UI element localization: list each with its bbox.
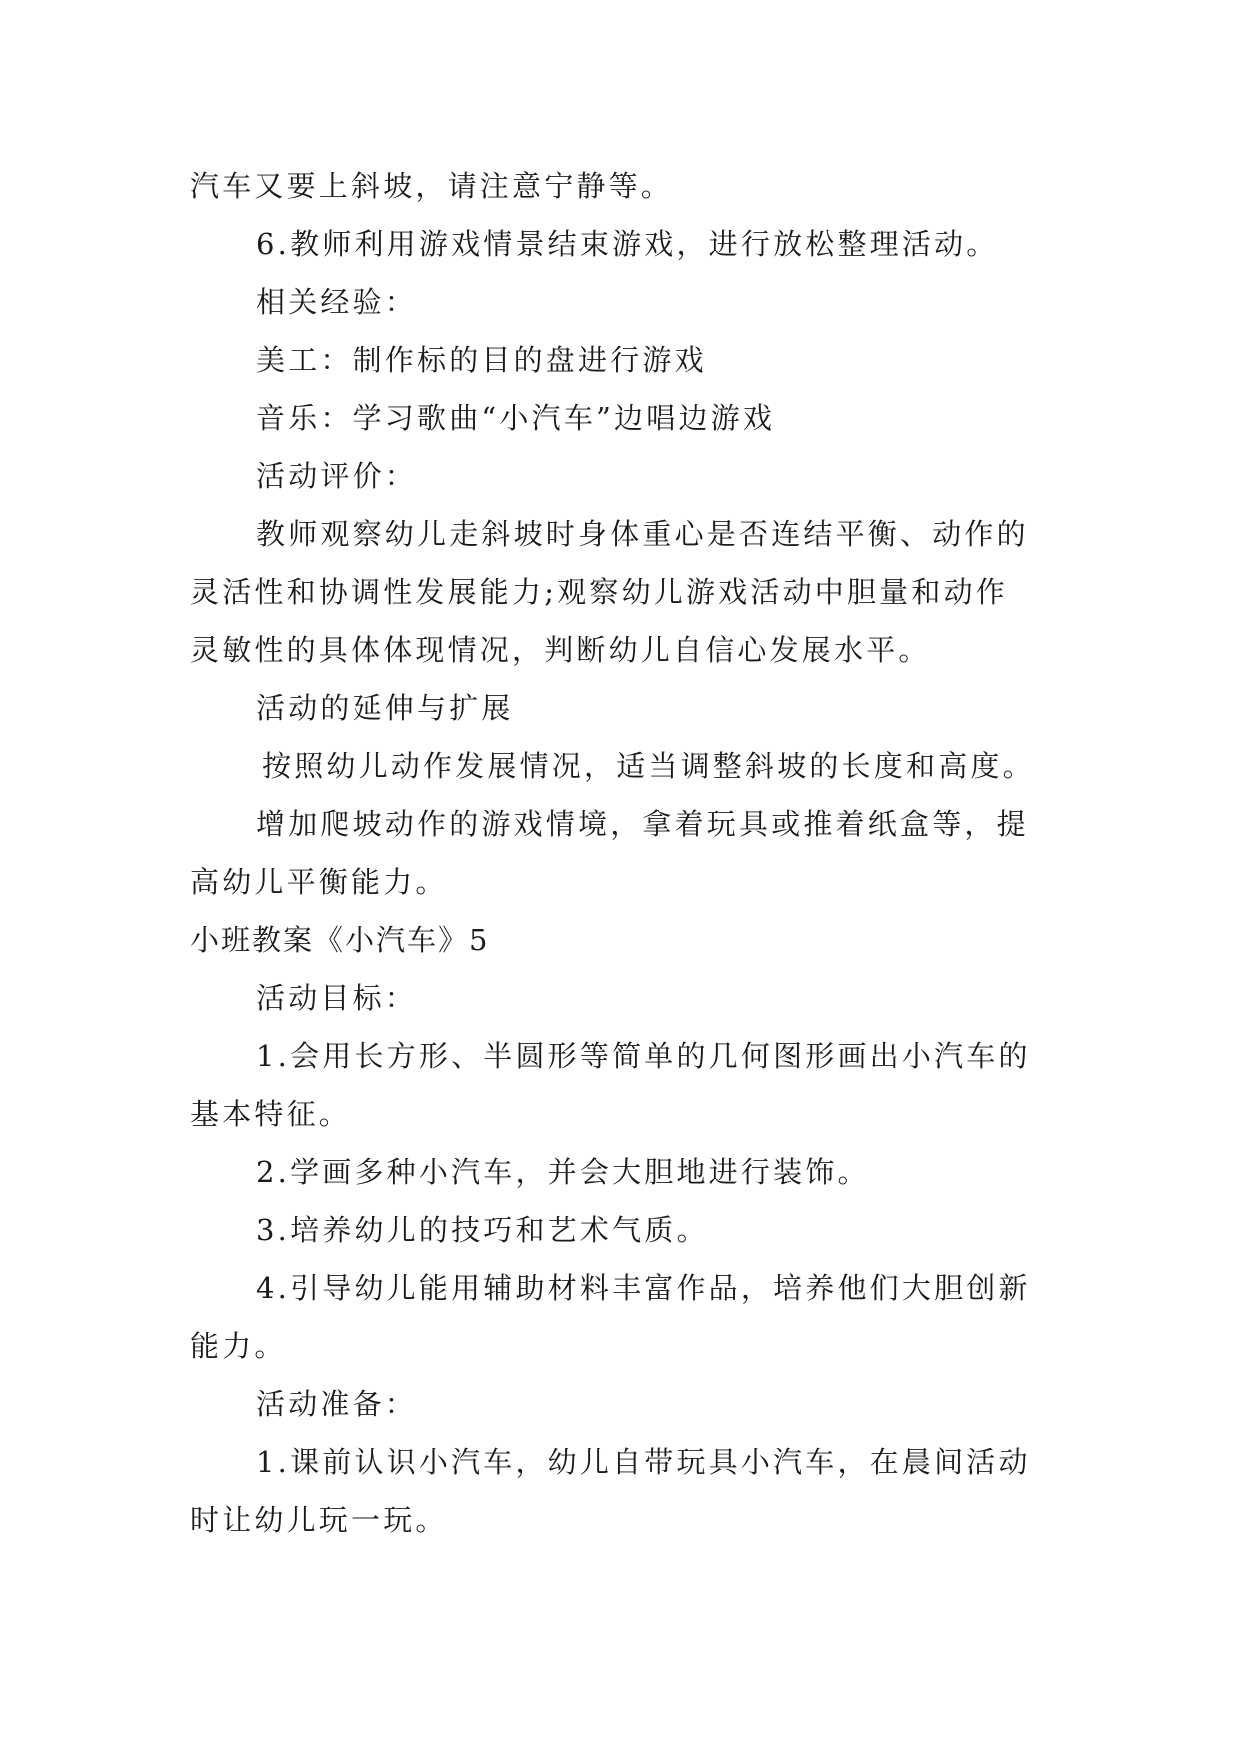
paragraph-line: 按照幼儿动作发展情况，适当调整斜坡的长度和高度。 — [262, 749, 1035, 783]
paragraph-line: 增加爬坡动作的游戏情境，拿着玩具或推着纸盒等，提 — [256, 807, 1029, 841]
list-item-continuation: 时让幼儿玩一玩。 — [190, 1503, 448, 1537]
paragraph-line: 汽车又要上斜坡，请注意宁静等。 — [190, 169, 674, 203]
section-heading: 相关经验： — [256, 285, 418, 319]
list-item-continuation: 基本特征。 — [190, 1097, 352, 1131]
list-item: 1.课前认识小汽车，幼儿自带玩具小汽车，在晨间活动 — [256, 1445, 1031, 1479]
section-heading: 活动准备： — [256, 1387, 418, 1421]
document-title: 小班教案《小汽车》5 — [190, 923, 490, 957]
paragraph-line: 灵敏性的具体体现情况，判断幼儿自信心发展水平。 — [190, 633, 931, 667]
list-item-continuation: 能力。 — [190, 1329, 287, 1363]
list-item: 4.引导幼儿能用辅助材料丰富作品，培养他们大胆创新 — [256, 1271, 1031, 1305]
paragraph-line: 教师观察幼儿走斜坡时身体重心是否连结平衡、动作的 — [256, 517, 1029, 551]
section-heading: 活动的延伸与扩展 — [256, 691, 514, 725]
paragraph-line: 高幼儿平衡能力。 — [190, 865, 448, 899]
paragraph-line: 美工：制作标的目的盘进行游戏 — [256, 343, 707, 377]
paragraph-line: 6.教师利用游戏情景结束游戏，进行放松整理活动。 — [256, 227, 999, 261]
section-heading: 活动评价： — [256, 459, 418, 493]
paragraph-line: 音乐：学习歌曲“小汽车”边唱边游戏 — [256, 401, 776, 435]
section-heading: 活动目标： — [256, 981, 418, 1015]
list-item: 1.会用长方形、半圆形等简单的几何图形画出小汽车的 — [256, 1039, 1031, 1073]
paragraph-line: 灵活性和协调性发展能力;观察幼儿游戏活动中胆量和动作 — [190, 575, 1008, 609]
list-item: 3.培养幼儿的技巧和艺术气质。 — [256, 1213, 709, 1247]
list-item: 2.学画多种小汽车，并会大胆地进行装饰。 — [256, 1155, 870, 1189]
